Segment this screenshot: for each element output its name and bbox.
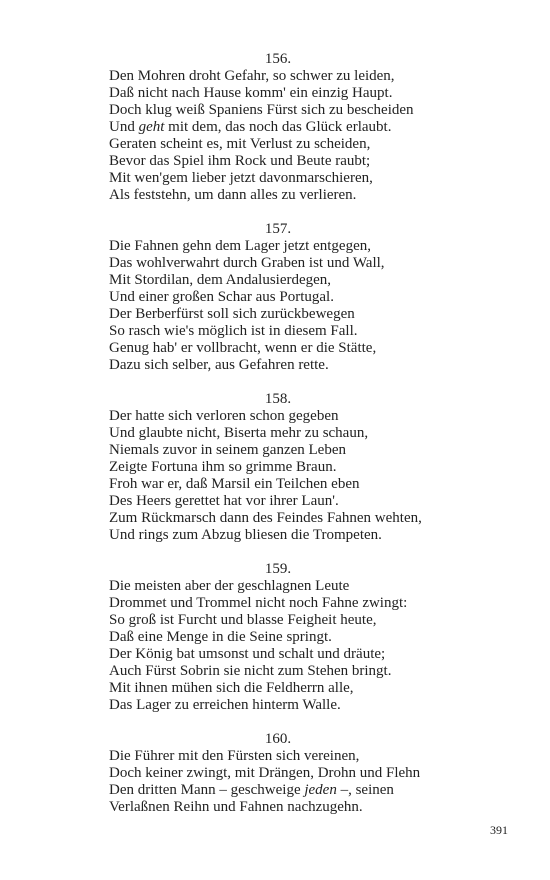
verse-line: Daß nicht nach Hause komm' ein einzig Haupt. [109, 85, 393, 101]
page-number: 391 [490, 823, 508, 837]
emphasis: jeden [304, 782, 337, 798]
stanza-number: 158. [264, 391, 292, 407]
verse-line: Daß eine Menge in die Seine springt. [109, 629, 332, 645]
verse-line: Das Lager zu erreichen hinterm Walle. [109, 697, 341, 713]
verse-line: Drommet und Trommel nicht noch Fahne zwingt: [109, 595, 408, 611]
verse-line: Geraten scheint es, mit Verlust zu scheiden, [109, 136, 371, 152]
verse-line: Niemals zuvor in seinem ganzen Leben [109, 442, 346, 458]
stanza-number: 160. [264, 731, 292, 747]
emphasis: geht [138, 119, 165, 135]
verse-line: So groß ist Furcht und blasse Feigheit heute, [109, 612, 377, 628]
stanza [0, 221, 550, 374]
verse-line: Die Fahnen gehn dem Lager jetzt entgegen, [109, 238, 371, 254]
stanza-number: 159. [264, 561, 292, 577]
verse-line: Genug hab' er vollbracht, wenn er die Stätte, [109, 340, 377, 356]
stanza [0, 391, 550, 544]
verse-line: Und geht mit dem, das noch das Glück erlaubt. [109, 119, 392, 135]
verse-line: Als feststehn, um dann alles zu verlieren. [109, 187, 357, 203]
verse-line: Mit ihnen mühen sich die Feldherrn alle, [109, 680, 354, 696]
verse-line: Zum Rückmarsch dann des Feindes Fahnen wehten, [109, 510, 422, 526]
verse-line: Froh war er, daß Marsil ein Teilchen eben [109, 476, 360, 492]
verse-line: Der hatte sich verloren schon gegeben [109, 408, 339, 424]
verse-line: Und glaubte nicht, Biserta mehr zu schaun, [109, 425, 369, 441]
verse-line: Doch klug weiß Spaniens Fürst sich zu bescheiden [109, 102, 414, 118]
verse-line: Des Heers gerettet hat vor ihrer Laun'. [109, 493, 339, 509]
verse-line: Doch keiner zwingt, mit Drängen, Drohn und Flehn [109, 765, 421, 781]
verse-line: Und einer großen Schar aus Portugal. [109, 289, 334, 305]
verse-line: Mit Stordilan, dem Andalusierdegen, [109, 272, 332, 288]
verse-line: So rasch wie's möglich ist in diesem Fall. [109, 323, 358, 339]
verse-line: Und rings zum Abzug bliesen die Trompeten. [109, 527, 382, 543]
verse-line: Die meisten aber der geschlagnen Leute [109, 578, 350, 594]
verse-line: Den dritten Mann – geschweige jeden –, seinen [109, 782, 394, 798]
poem-text [0, 51, 550, 833]
verse-line: Bevor das Spiel ihm Rock und Beute raubt; [109, 153, 371, 169]
verse-line: Dazu sich selber, aus Gefahren rette. [109, 357, 329, 373]
verse-line: Der König bat umsonst und schalt und dräute; [109, 646, 386, 662]
verse-line: Verlaßnen Reihn und Fahnen nachzugehn. [109, 799, 363, 815]
stanza-number: 157. [264, 221, 292, 237]
verse-line: Die Führer mit den Fürsten sich vereinen, [109, 748, 360, 764]
stanza [0, 731, 550, 816]
stanza-number: 156. [264, 51, 292, 67]
stanza [0, 51, 550, 204]
stanza [0, 561, 550, 714]
verse-line: Das wohlverwahrt durch Graben ist und Wall, [109, 255, 385, 271]
verse-line: Der Berberfürst soll sich zurückbewegen [109, 306, 355, 322]
verse-line: Auch Fürst Sobrin sie nicht zum Stehen bringt. [109, 663, 392, 679]
verse-line: Den Mohren droht Gefahr, so schwer zu leiden, [109, 68, 395, 84]
verse-line: Zeigte Fortuna ihm so grimme Braun. [109, 459, 337, 475]
verse-line: Mit wen'gem lieber jetzt davonmarschieren, [109, 170, 373, 186]
